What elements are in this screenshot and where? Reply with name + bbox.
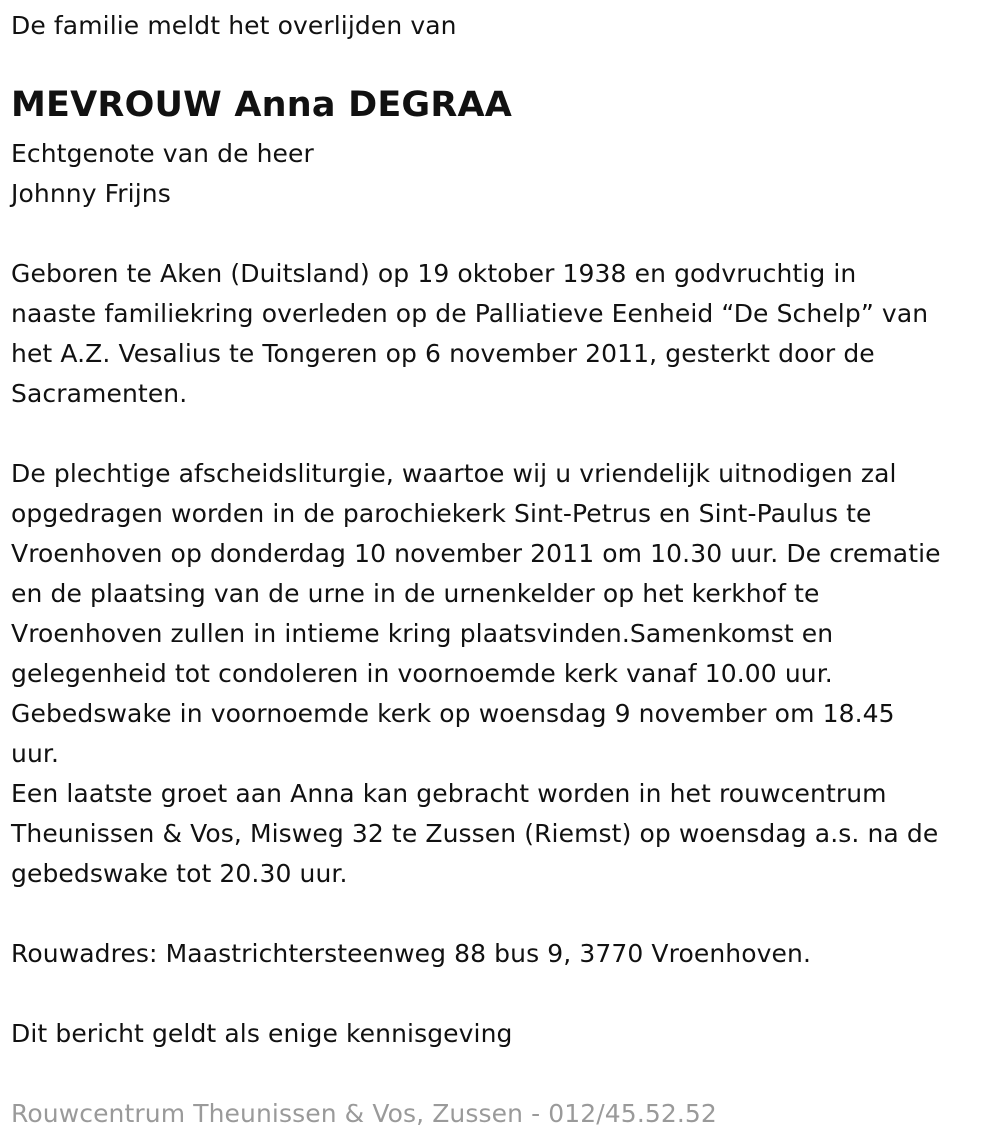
paragraph-line: gelegenheid tot condoleren in voornoemde kerk vanaf 10.00 uur.	[11, 659, 833, 688]
spouse-line: Echtgenote van de heer	[11, 139, 314, 168]
paragraph-line: De plechtige afscheidsliturgie, waartoe wij u vriendelijk uitnodigen zal	[11, 459, 897, 488]
paragraph-line: Een laatste groet aan Anna kan gebracht worden in het rouwcentrum	[11, 779, 887, 808]
closing-statement: Dit bericht geldt als enige kennisgeving	[11, 1019, 513, 1048]
paragraph-line: Geboren te Aken (Duitsland) op 19 oktober 1938 en godvruchtig in	[11, 259, 857, 288]
paragraph-line: Vroenhoven op donderdag 10 november 2011 om 10.30 uur. De crematie	[11, 539, 941, 568]
intro-text: De familie meldt het overlijden van	[11, 11, 457, 40]
mourning-address: Rouwadres: Maastrichtersteenweg 88 bus 9, 3770 Vroenhoven.	[11, 939, 811, 968]
paragraph-line: uur.	[11, 739, 60, 768]
funeral-home-footer: Rouwcentrum Theunissen & Vos, Zussen - 012/45.52.52	[11, 1099, 717, 1128]
spouse-name: Johnny Frijns	[11, 179, 171, 208]
paragraph-line: het A.Z. Vesalius te Tongeren op 6 november 2011, gesterkt door de	[11, 339, 875, 368]
paragraph-line: naaste familiekring overleden op de Palliatieve Eenheid “De Schelp” van	[11, 299, 929, 328]
paragraph-line: Theunissen & Vos, Misweg 32 te Zussen (Riemst) op woensdag a.s. na de	[11, 819, 939, 848]
paragraph-line: Sacramenten.	[11, 379, 188, 408]
paragraph-line: opgedragen worden in de parochiekerk Sint-Petrus en Sint-Paulus te	[11, 499, 872, 528]
birth-paragraph	[11, 254, 928, 414]
paragraph-line: Gebedswake in voornoemde kerk op woensdag 9 november om 18.45	[11, 699, 895, 728]
paragraph-line: en de plaatsing van de urne in de urnenkelder op het kerkhof te	[11, 579, 820, 608]
deceased-name: MEVROUW Anna DEGRAA	[11, 85, 513, 125]
paragraph-line: gebedswake tot 20.30 uur.	[11, 859, 348, 888]
funeral-paragraph	[11, 454, 941, 894]
paragraph-line: Vroenhoven zullen in intieme kring plaatsvinden.Samenkomst en	[11, 619, 834, 648]
spouse-block	[11, 134, 314, 214]
